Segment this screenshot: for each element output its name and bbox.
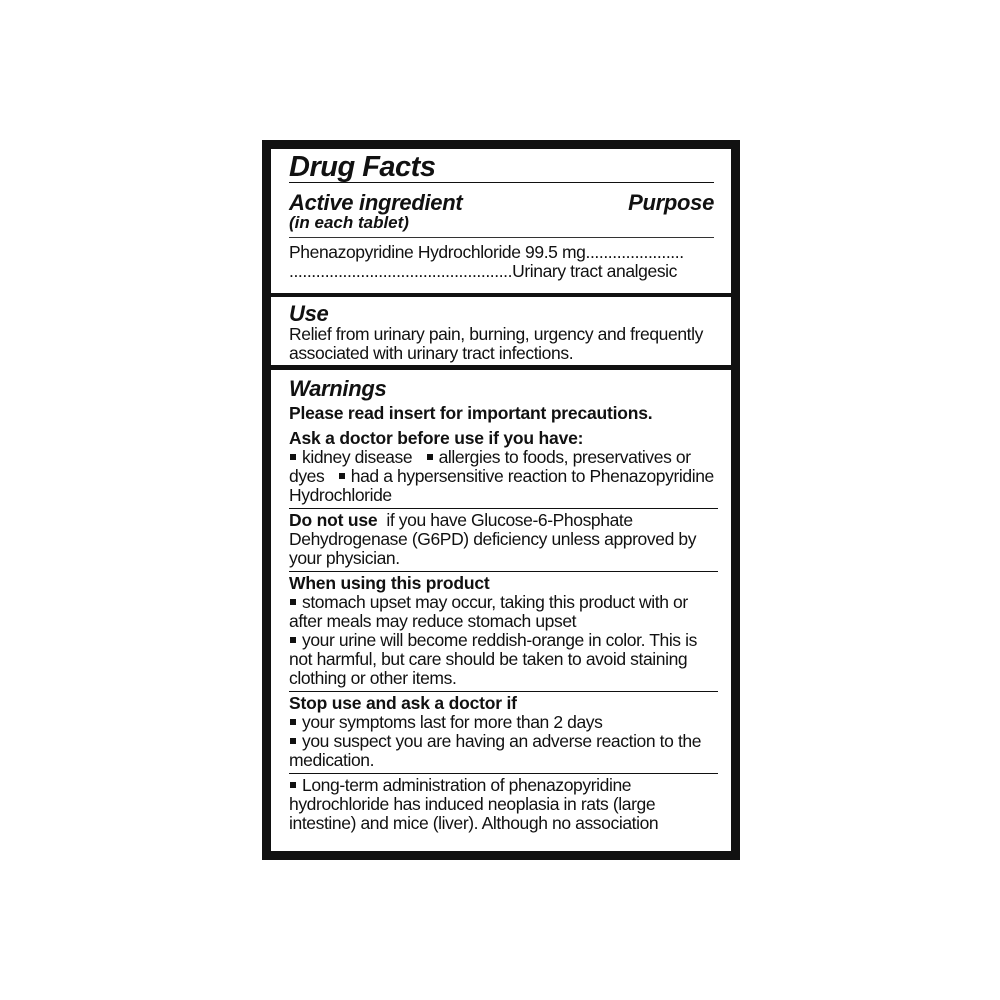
purpose-text: Urinary tract analgesic (512, 262, 678, 281)
long-term-item-text: Long-term administration of phenazopyridine hydrochloride has induced neoplasia in rats (large intestine) and mice (liver). Although no association (289, 775, 659, 833)
do-not-use-text: if you have Glucose-6-Phosphate Dehydrogenase (G6PD) deficiency unless approved by your physician. (289, 510, 697, 568)
when-using-item (289, 631, 714, 688)
active-header-row (289, 191, 714, 214)
when-using-item (289, 593, 714, 631)
bullet-icon (290, 454, 296, 460)
bullet-icon (427, 454, 433, 460)
when-using-item-text: your urine will become reddish-orange in color. This is not harmful, but care should be taken to avoid staining clothing or other items. (289, 630, 697, 688)
stop-use-item-text: you suspect you are having an adverse reaction to the medication. (289, 731, 702, 770)
drug-facts-panel (262, 140, 740, 860)
use-text: Relief from urinary pain, burning, urgency and frequently associated with urinary tract infections. (289, 324, 703, 363)
ask-doctor-heading: Ask a doctor before use if you have: (289, 428, 584, 448)
when-using-heading: When using this product (289, 573, 490, 593)
use-heading: Use (289, 301, 329, 326)
ingredient-name: Phenazopyridine Hydrochloride 99.5 mg (289, 243, 586, 262)
bullet-icon (290, 637, 296, 643)
ask-doctor-item: allergies to foods, preservatives or dyes (289, 447, 691, 486)
stop-use-item-text: your symptoms last for more than 2 days (302, 712, 603, 732)
precautions-text: Please read insert for important precautions. (289, 403, 653, 423)
active-ingredient-section (271, 149, 731, 293)
bullet-icon (290, 782, 296, 788)
do-not-use-block (289, 509, 714, 571)
bullet-icon (290, 738, 296, 744)
ingredient-dots: ...................... (585, 243, 684, 262)
stop-use-heading: Stop use and ask a doctor if (289, 693, 517, 713)
ask-doctor-item: kidney disease (302, 447, 413, 467)
warnings-heading: Warnings (289, 376, 387, 401)
active-subheading: (in each tablet) (289, 213, 409, 232)
long-term-block (289, 774, 714, 836)
purpose-line (289, 262, 714, 281)
active-ingredient-heading: Active ingredient (289, 190, 463, 215)
purpose-dots: .................................................. (289, 262, 513, 281)
when-using-item-text: stomach upset may occur, taking this product with or after meals may reduce stomach upset (289, 592, 688, 631)
bullet-icon (290, 599, 296, 605)
stop-use-item (289, 732, 714, 770)
ask-doctor-items (289, 448, 714, 505)
use-section (271, 297, 731, 365)
ingredient-line (289, 243, 714, 262)
active-rule (289, 237, 714, 238)
when-using-block (289, 572, 714, 691)
purpose-heading: Purpose (628, 190, 714, 215)
stop-use-block (289, 692, 714, 773)
ask-doctor-item: had a hypersensitive reaction to Phenazopyridine Hydrochloride (289, 466, 714, 505)
bullet-icon (290, 719, 296, 725)
drug-facts-title: Drug Facts (289, 151, 436, 183)
stop-use-item (289, 713, 714, 732)
warnings-section (271, 370, 731, 851)
do-not-use-heading: Do not use (289, 510, 378, 530)
bullet-icon (339, 473, 345, 479)
long-term-item (289, 776, 714, 833)
ask-doctor-block (289, 427, 714, 508)
